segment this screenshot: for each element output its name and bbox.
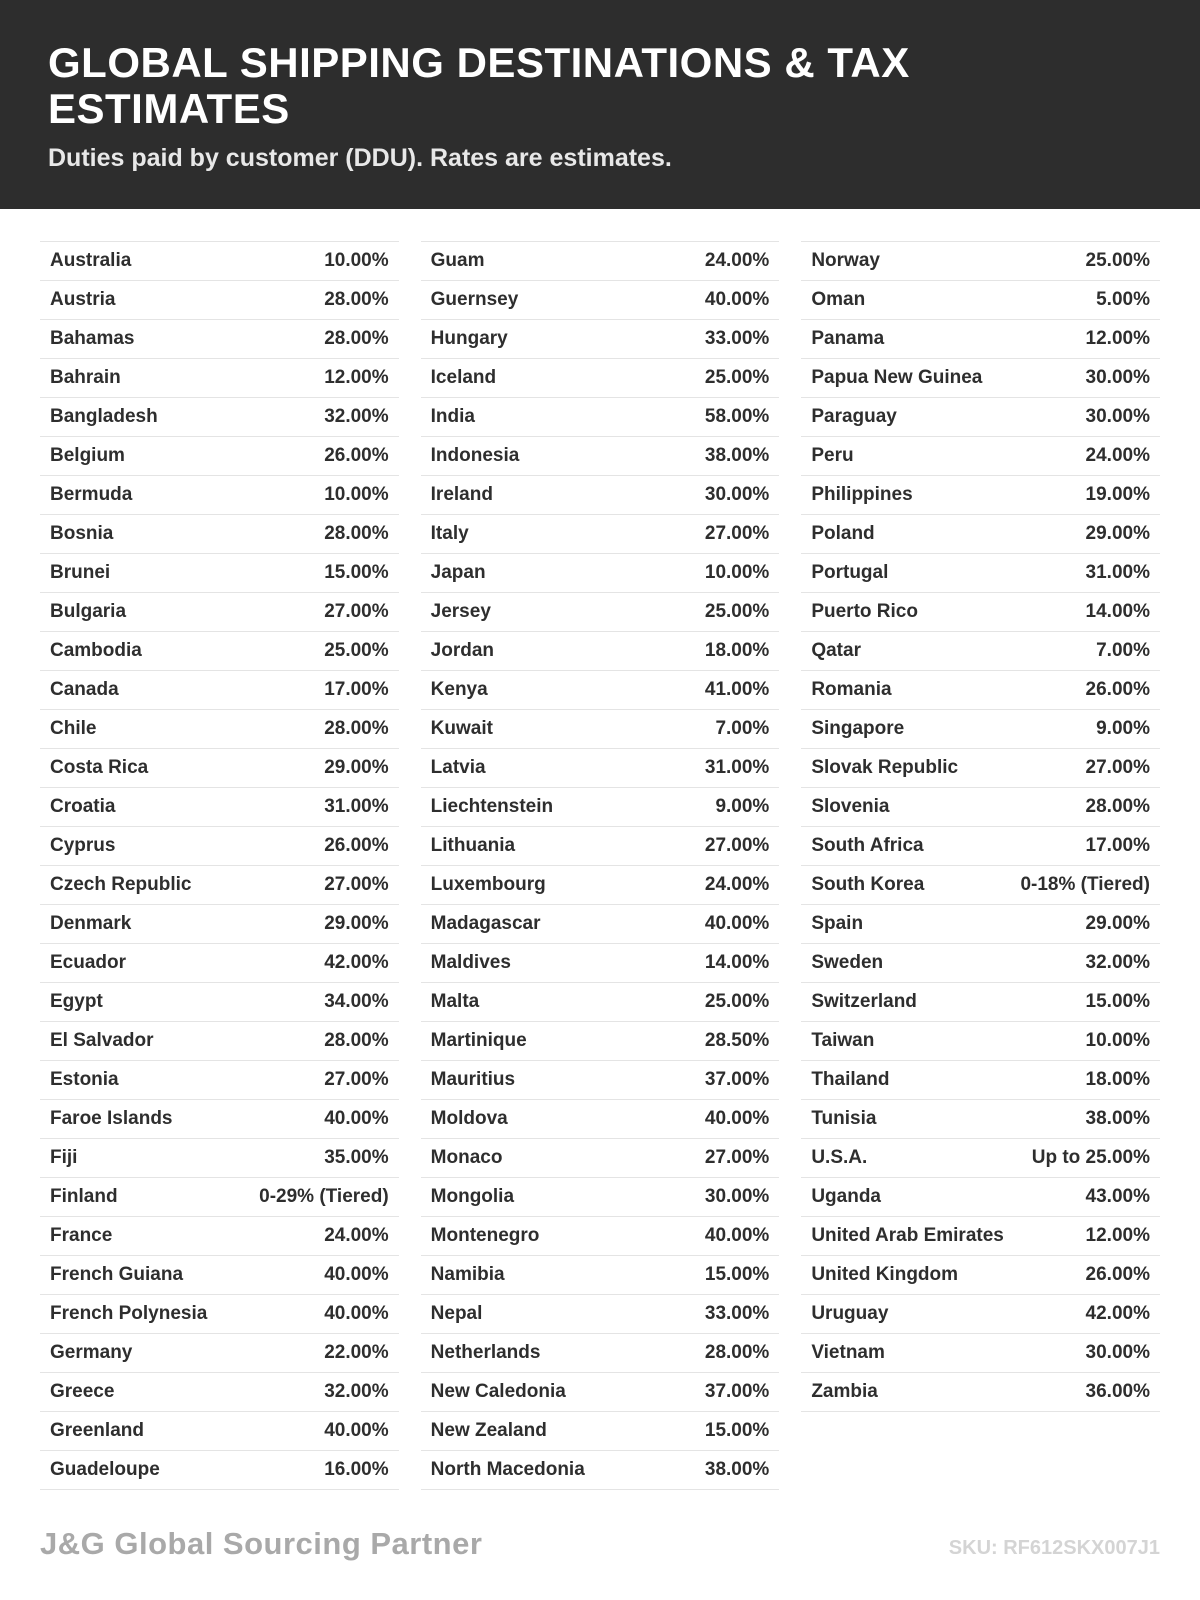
table-row: [421, 1178, 780, 1217]
country-name: New Zealand: [430, 1420, 547, 1442]
country-name: Bahrain: [50, 367, 121, 389]
table-row: [421, 1256, 780, 1295]
tax-rate: 18.00%: [704, 640, 770, 662]
country-name: Costa Rica: [50, 757, 149, 779]
country-name: Oman: [811, 289, 866, 311]
tax-rate: 30.00%: [1085, 367, 1150, 389]
country-name: Hungary: [430, 328, 508, 350]
tax-rate: 38.00%: [1085, 1108, 1150, 1130]
table-row: [40, 281, 399, 320]
table-row: [421, 1295, 780, 1334]
country-name: Spain: [811, 913, 864, 935]
tax-rate: 7.00%: [715, 718, 770, 740]
tax-rate: 32.00%: [324, 1381, 389, 1403]
table-row: [40, 1178, 399, 1217]
tax-rate: 40.00%: [324, 1420, 389, 1442]
country-name: United Kingdom: [811, 1264, 959, 1286]
country-name: Luxembourg: [430, 874, 546, 896]
country-name: France: [50, 1225, 113, 1247]
table-row: [40, 554, 399, 593]
table-row: [801, 437, 1160, 476]
tax-rate: 42.00%: [324, 952, 389, 974]
table-row: [40, 632, 399, 671]
country-name: U.S.A.: [811, 1147, 868, 1169]
table-row: [801, 788, 1160, 827]
table-row: [421, 983, 780, 1022]
table-row: [40, 1412, 399, 1451]
country-name: Guernsey: [430, 289, 519, 311]
table-row: [40, 1295, 399, 1334]
table-row: [421, 944, 780, 983]
tax-rate: 25.00%: [704, 367, 770, 389]
table-row: [421, 1334, 780, 1373]
country-name: Uganda: [811, 1186, 882, 1208]
table-row: [421, 593, 780, 632]
tax-rate: 30.00%: [1085, 406, 1150, 428]
table-row: [421, 1061, 780, 1100]
table-row: [40, 788, 399, 827]
table-row: [40, 1100, 399, 1139]
table-row: [421, 515, 780, 554]
table-row: [40, 905, 399, 944]
table-row: [40, 944, 399, 983]
country-name: Panama: [811, 328, 885, 350]
country-name: Bulgaria: [50, 601, 127, 623]
table-row: [801, 359, 1160, 398]
tax-rate: 35.00%: [324, 1147, 389, 1169]
table-row: [801, 1373, 1160, 1412]
country-name: Belgium: [50, 445, 125, 467]
table-row: [40, 1022, 399, 1061]
rates-column-1: [40, 241, 399, 1490]
country-name: Ecuador: [50, 952, 127, 974]
tax-rate: 17.00%: [324, 679, 389, 701]
table-row: [40, 710, 399, 749]
country-name: Portugal: [811, 562, 889, 584]
country-name: Brunei: [50, 562, 111, 584]
table-row: [801, 632, 1160, 671]
table-row: [801, 476, 1160, 515]
table-row: [421, 1022, 780, 1061]
tax-rate: 30.00%: [704, 484, 770, 506]
tax-rate: 22.00%: [324, 1342, 389, 1364]
tax-rate: 27.00%: [704, 1147, 770, 1169]
tax-rate: 31.00%: [1085, 562, 1150, 584]
tax-rate: 40.00%: [704, 913, 770, 935]
country-name: Philippines: [811, 484, 913, 506]
tax-rate: 28.00%: [324, 1030, 389, 1052]
tax-rate: 34.00%: [324, 991, 389, 1013]
table-row: [801, 320, 1160, 359]
table-row: [40, 515, 399, 554]
tax-rate: 36.00%: [1085, 1381, 1150, 1403]
page-subtitle: Duties paid by customer (DDU). Rates are estimates.: [48, 144, 672, 173]
tax-rate: 27.00%: [704, 523, 770, 545]
tax-rate: 16.00%: [324, 1459, 389, 1481]
table-row: [40, 593, 399, 632]
tax-rate: 29.00%: [324, 757, 389, 779]
country-name: Ireland: [430, 484, 493, 506]
rates-table: [40, 241, 1160, 1490]
table-row: [801, 281, 1160, 320]
table-row: [421, 359, 780, 398]
footer: [40, 1526, 1160, 1562]
table-row: [801, 905, 1160, 944]
table-row: [801, 1061, 1160, 1100]
table-row: [40, 866, 399, 905]
table-row: [40, 1373, 399, 1412]
country-name: Montenegro: [430, 1225, 540, 1247]
tax-rate: 37.00%: [704, 1381, 770, 1403]
country-name: India: [430, 406, 475, 428]
country-name: Cambodia: [50, 640, 142, 662]
table-row: [801, 1334, 1160, 1373]
tax-rate: 32.00%: [1085, 952, 1150, 974]
table-row: [421, 242, 780, 281]
country-name: Papua New Guinea: [811, 367, 983, 389]
tax-rate: 40.00%: [704, 289, 770, 311]
table-row: [40, 983, 399, 1022]
country-name: Slovenia: [811, 796, 890, 818]
tax-rate: 15.00%: [1085, 991, 1150, 1013]
country-name: Kuwait: [430, 718, 493, 740]
country-name: Zambia: [811, 1381, 878, 1403]
country-name: Singapore: [811, 718, 905, 740]
tax-rate: 26.00%: [1085, 679, 1150, 701]
table-row: [801, 242, 1160, 281]
tax-rate: 40.00%: [324, 1264, 389, 1286]
country-name: Netherlands: [430, 1342, 541, 1364]
tax-rate: 33.00%: [704, 328, 770, 350]
table-row: [801, 1022, 1160, 1061]
table-row: [421, 827, 780, 866]
table-row: [801, 515, 1160, 554]
tax-rate: 24.00%: [1085, 445, 1150, 467]
country-name: Qatar: [811, 640, 861, 662]
tax-rate: 28.00%: [704, 1342, 770, 1364]
table-row: [40, 1334, 399, 1373]
tax-rate: 24.00%: [704, 250, 770, 272]
table-row: [421, 632, 780, 671]
country-name: Madagascar: [430, 913, 541, 935]
country-name: Poland: [811, 523, 875, 545]
page-title: GLOBAL SHIPPING DESTINATIONS & TAX ESTIMATES: [48, 39, 910, 133]
tax-rate: 37.00%: [704, 1069, 770, 1091]
country-name: Sweden: [811, 952, 884, 974]
country-name: Bangladesh: [50, 406, 158, 428]
tax-rate: Up to 25.00%: [1031, 1147, 1150, 1169]
tax-rate: 25.00%: [1085, 250, 1150, 272]
country-name: Croatia: [50, 796, 116, 818]
tax-rate: 0-18% (Tiered): [1020, 874, 1150, 896]
tax-rate: 28.00%: [1085, 796, 1150, 818]
tax-rate: 43.00%: [1085, 1186, 1150, 1208]
country-name: Latvia: [430, 757, 486, 779]
country-name: Mongolia: [430, 1186, 515, 1208]
table-row: [801, 1217, 1160, 1256]
table-row: [801, 710, 1160, 749]
table-row: [801, 983, 1160, 1022]
tax-rate: 31.00%: [324, 796, 389, 818]
tax-rate: 28.50%: [704, 1030, 770, 1052]
country-name: Tunisia: [811, 1108, 877, 1130]
table-row: [40, 1451, 399, 1490]
table-row: [801, 749, 1160, 788]
table-row: [801, 866, 1160, 905]
country-name: Indonesia: [430, 445, 520, 467]
country-name: Malta: [430, 991, 480, 1013]
country-name: Maldives: [430, 952, 511, 974]
table-row: [421, 710, 780, 749]
table-row: [40, 437, 399, 476]
country-name: French Guiana: [50, 1264, 184, 1286]
country-name: Nepal: [430, 1303, 483, 1325]
country-name: Egypt: [50, 991, 103, 1013]
country-name: Australia: [50, 250, 132, 272]
country-name: Bosnia: [50, 523, 114, 545]
table-row: [40, 827, 399, 866]
tax-rate: 30.00%: [1085, 1342, 1150, 1364]
tax-rate: 30.00%: [704, 1186, 770, 1208]
table-row: [801, 1178, 1160, 1217]
country-name: Canada: [50, 679, 119, 701]
tax-rate: 24.00%: [704, 874, 770, 896]
country-name: Kenya: [430, 679, 488, 701]
table-row: [421, 788, 780, 827]
country-name: Moldova: [430, 1108, 508, 1130]
table-row: [40, 1217, 399, 1256]
table-row: [421, 671, 780, 710]
tax-rate: 18.00%: [1085, 1069, 1150, 1091]
tax-rate: 28.00%: [324, 328, 389, 350]
country-name: Cyprus: [50, 835, 116, 857]
country-name: Austria: [50, 289, 116, 311]
table-row: [801, 944, 1160, 983]
tax-rate: 26.00%: [324, 835, 389, 857]
tax-rate: 9.00%: [715, 796, 770, 818]
country-name: North Macedonia: [430, 1459, 585, 1481]
table-row: [801, 827, 1160, 866]
tax-rate: 14.00%: [704, 952, 770, 974]
country-name: Lithuania: [430, 835, 516, 857]
country-name: Guam: [430, 250, 485, 272]
tax-rate: 12.00%: [324, 367, 389, 389]
country-name: Taiwan: [811, 1030, 875, 1052]
country-name: Vietnam: [811, 1342, 885, 1364]
country-name: El Salvador: [50, 1030, 154, 1052]
tax-rate: 25.00%: [324, 640, 389, 662]
table-row: [801, 1295, 1160, 1334]
brand-name: J&G Global Sourcing Partner: [40, 1526, 483, 1561]
tax-rate: 33.00%: [704, 1303, 770, 1325]
tax-rate: 10.00%: [324, 250, 389, 272]
table-row: [421, 281, 780, 320]
country-name: Paraguay: [811, 406, 897, 428]
tax-rate: 17.00%: [1085, 835, 1150, 857]
tax-rate: 27.00%: [324, 601, 389, 623]
tax-rate: 10.00%: [704, 562, 770, 584]
country-name: Chile: [50, 718, 97, 740]
country-name: Romania: [811, 679, 892, 701]
table-row: [40, 749, 399, 788]
table-row: [421, 1451, 780, 1490]
table-row: [801, 671, 1160, 710]
tax-rate: 40.00%: [704, 1225, 770, 1247]
tax-rate: 26.00%: [1085, 1264, 1150, 1286]
tax-rate: 40.00%: [324, 1303, 389, 1325]
tax-rate: 29.00%: [1085, 523, 1150, 545]
tax-rate: 40.00%: [324, 1108, 389, 1130]
table-row: [421, 437, 780, 476]
country-name: Guadeloupe: [50, 1459, 160, 1481]
country-name: Monaco: [430, 1147, 503, 1169]
table-row: [421, 398, 780, 437]
country-name: Puerto Rico: [811, 601, 918, 623]
table-row: [40, 398, 399, 437]
table-row: [801, 398, 1160, 437]
tax-rate: 27.00%: [324, 1069, 389, 1091]
tax-rate: 15.00%: [704, 1264, 770, 1286]
country-name: Czech Republic: [50, 874, 192, 896]
country-name: Germany: [50, 1342, 133, 1364]
country-name: Greece: [50, 1381, 115, 1403]
tax-rate: 40.00%: [704, 1108, 770, 1130]
table-row: [40, 1256, 399, 1295]
tax-rate: 41.00%: [704, 679, 770, 701]
table-row: [801, 593, 1160, 632]
tax-rate: 0-29% (Tiered): [259, 1186, 389, 1208]
country-name: French Polynesia: [50, 1303, 208, 1325]
tax-rate: 12.00%: [1085, 328, 1150, 350]
tax-rate: 25.00%: [704, 601, 770, 623]
country-name: Fiji: [50, 1147, 78, 1169]
table-row: [801, 1256, 1160, 1295]
header: [0, 0, 1200, 209]
table-row: [421, 1412, 780, 1451]
tax-rate: 15.00%: [704, 1420, 770, 1442]
tax-rate: 29.00%: [324, 913, 389, 935]
tax-rate: 32.00%: [324, 406, 389, 428]
country-name: Thailand: [811, 1069, 890, 1091]
tax-rate: 26.00%: [324, 445, 389, 467]
country-name: Iceland: [430, 367, 497, 389]
table-row: [801, 554, 1160, 593]
table-row: [40, 1061, 399, 1100]
tax-rate: 38.00%: [704, 1459, 770, 1481]
tax-rate: 58.00%: [704, 406, 770, 428]
tax-rate: 25.00%: [704, 991, 770, 1013]
country-name: South Africa: [811, 835, 924, 857]
country-name: Estonia: [50, 1069, 119, 1091]
table-row: [421, 320, 780, 359]
tax-rate: 29.00%: [1085, 913, 1150, 935]
rates-column-2: [421, 241, 780, 1490]
table-row: [421, 1100, 780, 1139]
table-row: [801, 1139, 1160, 1178]
table-row: [421, 1373, 780, 1412]
tax-rate: 38.00%: [704, 445, 770, 467]
country-name: Finland: [50, 1186, 118, 1208]
country-name: Slovak Republic: [811, 757, 959, 779]
country-name: Peru: [811, 445, 854, 467]
country-name: Bahamas: [50, 328, 135, 350]
table-row: [40, 242, 399, 281]
tax-rate: 28.00%: [324, 289, 389, 311]
table-row: [421, 749, 780, 788]
country-name: South Korea: [811, 874, 925, 896]
country-name: Faroe Islands: [50, 1108, 173, 1130]
sku-label: SKU: RF612SKX007J1: [948, 1537, 1160, 1559]
country-name: Bermuda: [50, 484, 133, 506]
country-name: Greenland: [50, 1420, 144, 1442]
country-name: Liechtenstein: [430, 796, 554, 818]
tax-rate: 28.00%: [324, 718, 389, 740]
country-name: Martinique: [430, 1030, 527, 1052]
country-name: United Arab Emirates: [811, 1225, 1004, 1247]
country-name: Jordan: [430, 640, 495, 662]
country-name: Jersey: [430, 601, 491, 623]
table-row: [421, 554, 780, 593]
tax-rate: 5.00%: [1096, 289, 1150, 311]
tax-rate: 31.00%: [704, 757, 770, 779]
tax-rate: 14.00%: [1085, 601, 1150, 623]
tax-rate: 12.00%: [1085, 1225, 1150, 1247]
country-name: Namibia: [430, 1264, 505, 1286]
country-name: Japan: [430, 562, 486, 584]
country-name: Uruguay: [811, 1303, 889, 1325]
tax-rate: 42.00%: [1085, 1303, 1150, 1325]
country-name: Switzerland: [811, 991, 917, 1013]
tax-rate: 10.00%: [1085, 1030, 1150, 1052]
country-name: Denmark: [50, 913, 132, 935]
country-name: Italy: [430, 523, 469, 545]
tax-rate: 19.00%: [1085, 484, 1150, 506]
table-row: [421, 905, 780, 944]
table-row: [421, 866, 780, 905]
table-row: [40, 1139, 399, 1178]
table-row: [421, 1139, 780, 1178]
table-row: [40, 320, 399, 359]
table-row: [421, 1217, 780, 1256]
country-name: Norway: [811, 250, 880, 272]
tax-rate: 27.00%: [704, 835, 770, 857]
tax-rate: 27.00%: [324, 874, 389, 896]
country-name: New Caledonia: [430, 1381, 566, 1403]
tax-rate: 15.00%: [324, 562, 389, 584]
table-row: [421, 476, 780, 515]
table-row: [801, 1100, 1160, 1139]
tax-rate: 9.00%: [1096, 718, 1150, 740]
country-name: Mauritius: [430, 1069, 516, 1091]
tax-rate: 28.00%: [324, 523, 389, 545]
tax-rate: 10.00%: [324, 484, 389, 506]
tax-rate: 24.00%: [324, 1225, 389, 1247]
table-row: [40, 476, 399, 515]
rates-column-3: [801, 241, 1160, 1412]
tax-rate: 27.00%: [1085, 757, 1150, 779]
table-row: [40, 671, 399, 710]
tax-rate: 7.00%: [1096, 640, 1150, 662]
table-row: [40, 359, 399, 398]
